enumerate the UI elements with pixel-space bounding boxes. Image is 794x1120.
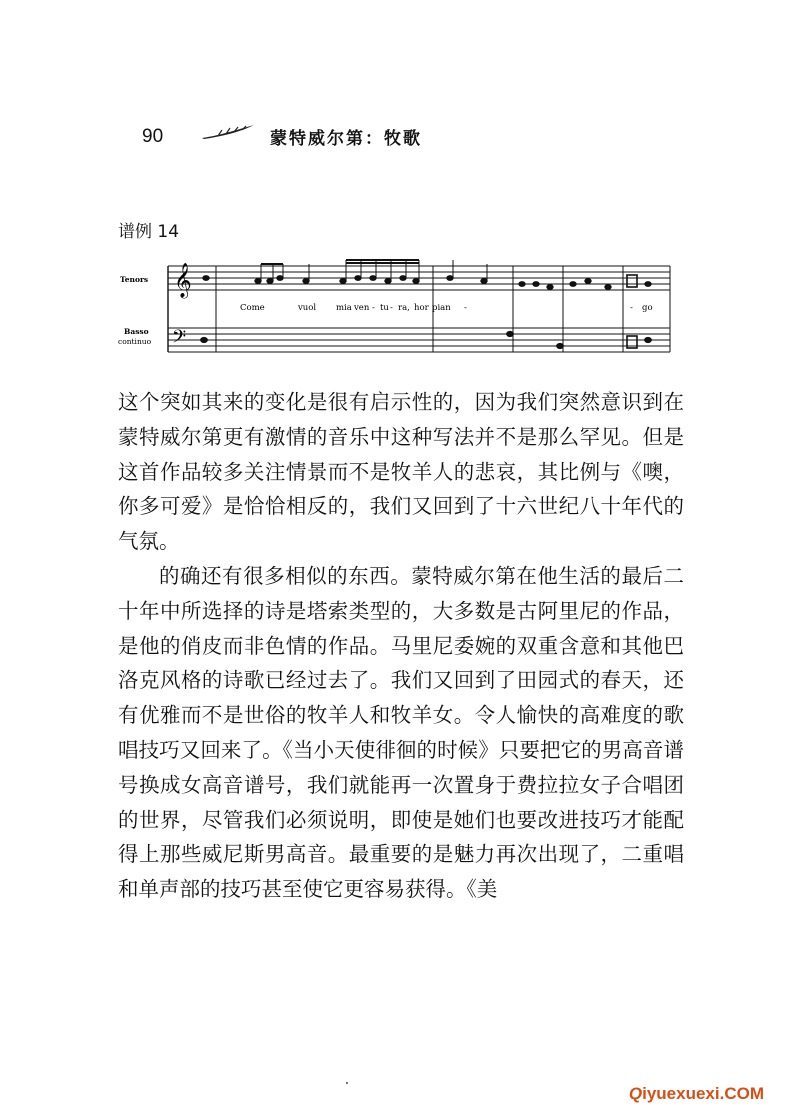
- lyric-syllable: ven: [354, 303, 370, 313]
- running-title: 蒙特威尔第：牧歌: [270, 129, 422, 149]
- lyric-syllable: go: [642, 303, 653, 313]
- site-watermark: [629, 1084, 764, 1104]
- page-number: 90: [142, 126, 164, 147]
- tenor-notes: [203, 260, 651, 289]
- tenor-label: Tenors: [120, 275, 149, 284]
- basso-label: Basso: [124, 327, 149, 336]
- lyric-syllable: pian: [432, 303, 451, 313]
- lyric-syllable: tu: [380, 303, 389, 313]
- example-label: 谱例 14: [118, 222, 180, 242]
- lyrics-line: [240, 303, 653, 313]
- music-score-example: [118, 258, 678, 358]
- treble-clef-icon: 𝄞: [174, 263, 192, 298]
- watermark-text: iyuexuexi.COM: [642, 1084, 764, 1103]
- basso-staff: [168, 328, 670, 352]
- lyric-syllable: -: [372, 303, 375, 313]
- lyric-syllable: Come: [240, 303, 265, 313]
- lyric-syllable: hor: [414, 303, 429, 313]
- page-header: [138, 124, 558, 154]
- lyric-syllable: -: [390, 303, 393, 313]
- lyric-syllable: mia: [336, 303, 352, 313]
- bass-clef-icon: 𝄢: [172, 327, 187, 352]
- feather-ornament-icon: [200, 124, 256, 140]
- continuo-label: continuo: [118, 337, 152, 346]
- paragraph: 这个突如其来的变化是很有启示性的，因为我们突然意识到在蒙特威尔第更有激情的音乐中这种写法并不是那么罕见。但是这首作品较多关注情景而不是牧羊人的悲哀，其比例与《噢，你多可爱》是恰恰相反的，我们又回到了十六世纪八十年代的气氛。: [118, 390, 684, 554]
- lyric-syllable: -: [630, 303, 633, 313]
- watermark-q: Q: [628, 1084, 643, 1103]
- lyric-syllable: -: [464, 303, 467, 313]
- lyric-syllable: ra,: [398, 303, 410, 313]
- paragraph: 的确还有很多相似的东西。蒙特威尔第在他生活的最后二十年中所选择的诗是塔索类型的，大多数是古阿里尼的作品，是他的俏皮而非色情的作品。马里尼委婉的双重含意和其他巴洛克风格的诗歌已经过去了。我们又回到了田园式的春天，还有优雅而不是世俗的牧羊人和牧羊女。令人愉快的高难度的歌唱技巧又回来了。《当小天使徘徊的时候》只要把它的男高音谱号换成女高音谱号，我们就能再一次置身于费拉拉女子合唱团的世界，尽管我们必须说明，即使是她们也要改进技巧才能配得上那些威尼斯男高音。最重要的是魅力再次出现了，二重唱和单声部的技巧甚至使它更容易获得。《美: [118, 563, 684, 902]
- scan-speck: [346, 1082, 348, 1084]
- lyric-syllable: vuol: [298, 303, 317, 313]
- body-text: [118, 385, 684, 907]
